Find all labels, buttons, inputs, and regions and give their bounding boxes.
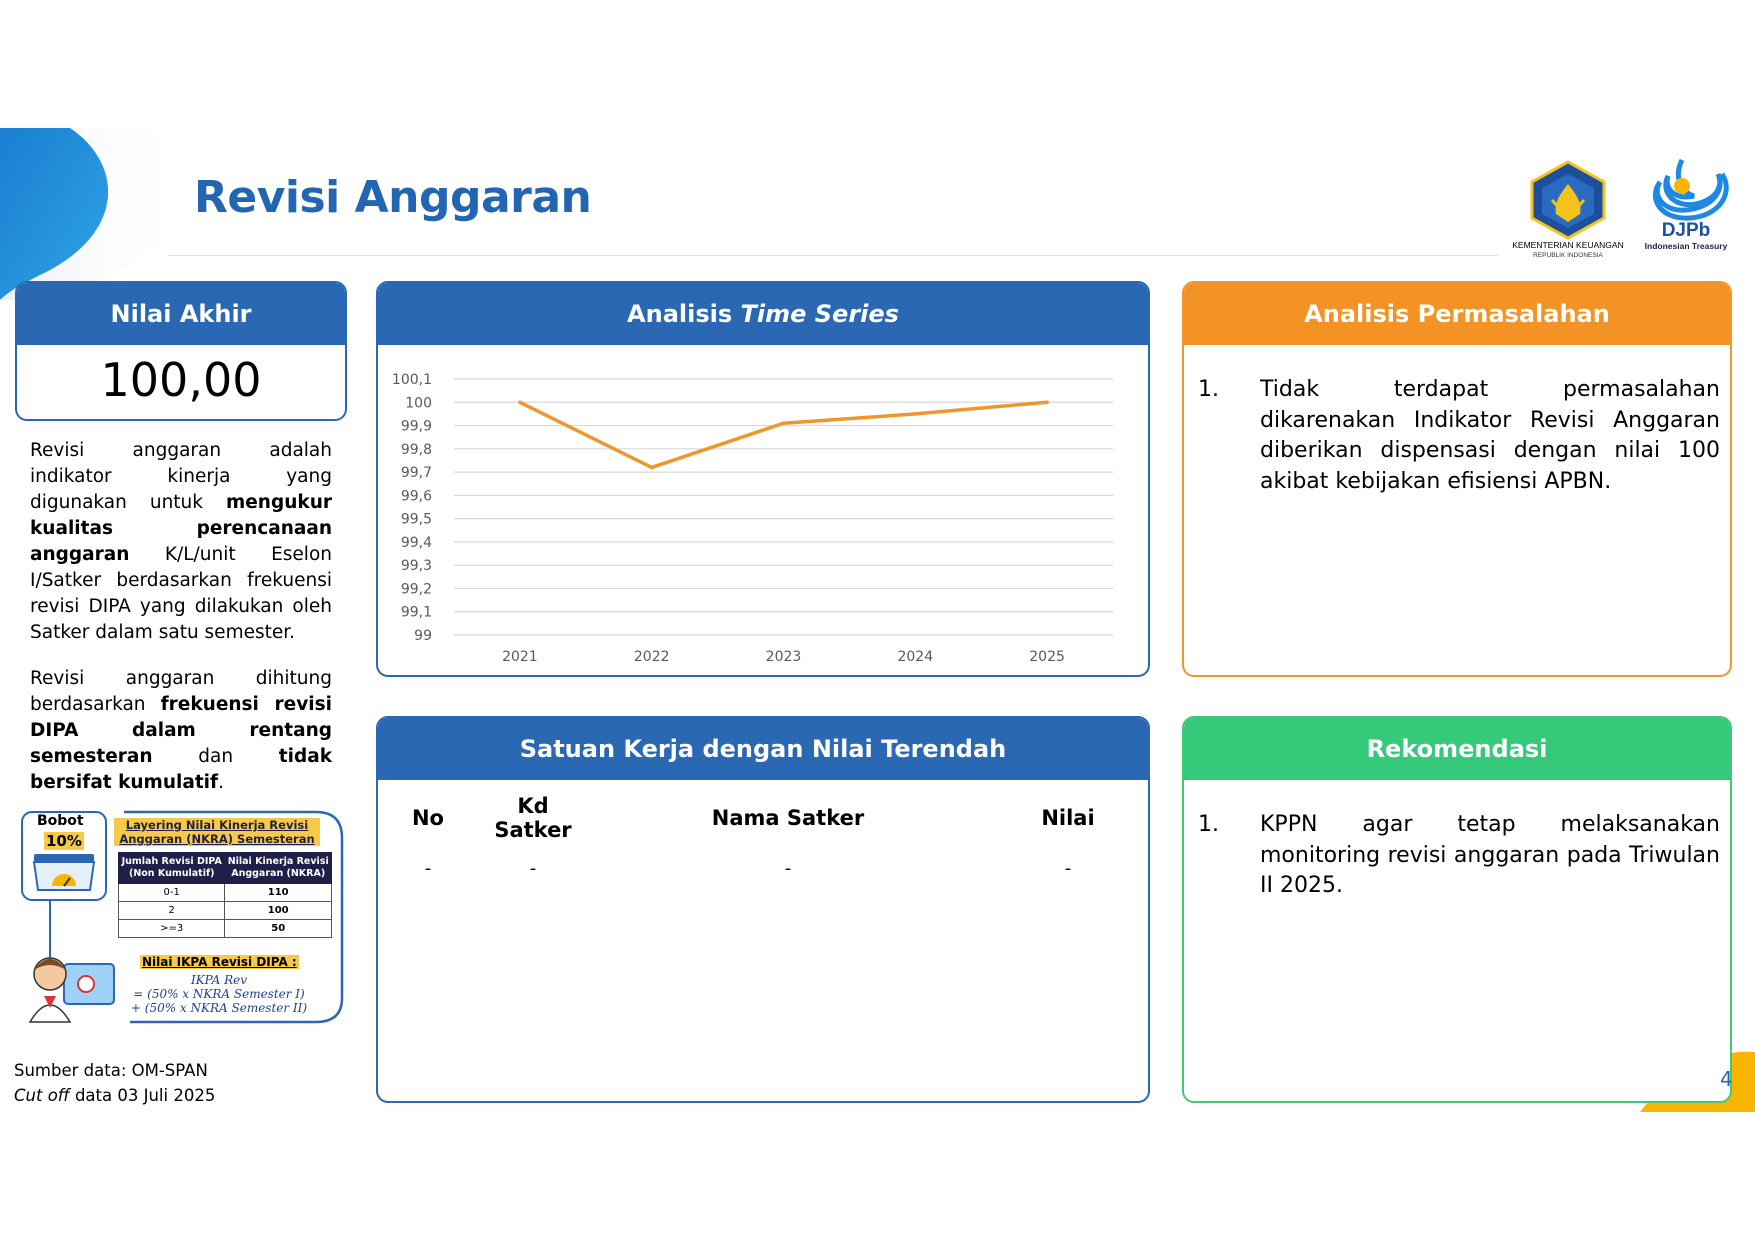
desc-bold: mengukur kualitas perencanaan anggaran bbox=[30, 492, 332, 565]
col-header-nilai: Nilai bbox=[1041, 806, 1095, 830]
formula-line: = (50% x NKRA Semester I) bbox=[133, 987, 305, 1001]
x-tick-label: 2024 bbox=[897, 649, 934, 665]
x-tick-label: 2022 bbox=[633, 649, 670, 665]
y-tick-label: 99,4 bbox=[400, 534, 432, 551]
time-series-chart bbox=[378, 283, 1148, 675]
desc-text: Revisi anggaran dihitung berdasarkan bbox=[30, 668, 332, 715]
description-paragraph-2 bbox=[30, 666, 332, 796]
djpb-logo-text: DJPb bbox=[1661, 220, 1711, 241]
col-header-nama-satker: Nama Satker bbox=[711, 806, 865, 830]
kemenkeu-logo-subtext: REPUBLIK INDONESIA bbox=[1533, 252, 1603, 259]
kemenkeu-logo-text: KEMENTERIAN KEUANGAN bbox=[1512, 240, 1624, 250]
nkra-range: 0-1 bbox=[119, 884, 225, 902]
desc-text: dan bbox=[152, 746, 279, 767]
x-tick-label: 2021 bbox=[502, 649, 538, 665]
desc-text: K/L/unit Eselon I/Satker berdasarkan frekuensi revisi DIPA yang dilakukan oleh Satker dalam satu semester. bbox=[30, 544, 332, 643]
source-text: Sumber data: OM-SPAN bbox=[14, 1061, 208, 1080]
list-text: KPPN agar tetap melaksanakan monitoring revisi anggaran pada Triwulan II 2025. bbox=[1260, 812, 1720, 898]
y-tick-label: 100 bbox=[405, 395, 432, 412]
data-point bbox=[1045, 400, 1049, 404]
description-paragraph-1 bbox=[30, 438, 332, 646]
desc-text: Revisi anggaran adalah indikator kinerja yang digunakan untuk bbox=[30, 440, 332, 513]
formula-line: + (50% x NKRA Semester II) bbox=[130, 1001, 308, 1015]
nkra-header-col2: Nilai Kinerja Revisi Anggaran (NKRA) bbox=[225, 853, 332, 884]
data-point bbox=[650, 466, 654, 470]
y-tick-label: 99,9 bbox=[400, 418, 432, 435]
nkra-range: >=3 bbox=[119, 920, 225, 938]
list-text: Tidak terdapat permasalahan dikarenakan Indikator Revisi Anggaran diberikan dispensasi dengan nilai 100 akibat kebijakan efisiensi APBN. bbox=[1260, 377, 1720, 494]
layering-title: Layering Nilai Kinerja Revisi Anggaran (NKRA) Semesteran bbox=[114, 818, 320, 846]
cutoff-text: data 03 Juli 2025 bbox=[69, 1086, 216, 1105]
y-tick-label: 99,1 bbox=[400, 604, 432, 621]
cell-nilai: - bbox=[1064, 858, 1072, 879]
satker-table bbox=[378, 788, 1148, 889]
data-point bbox=[782, 421, 786, 425]
table-row bbox=[119, 920, 332, 938]
formula-line: IKPA Rev bbox=[190, 973, 248, 987]
djpb-logo-subtext: Indonesian Treasury bbox=[1644, 241, 1728, 251]
page-title: Revisi Anggaran bbox=[194, 172, 592, 223]
data-point bbox=[914, 412, 918, 416]
nilai-akhir-card bbox=[15, 281, 347, 421]
col-header-kd-satker: Kd Satker bbox=[494, 794, 572, 842]
cell-kd-satker: - bbox=[529, 858, 537, 879]
series-line bbox=[520, 402, 1047, 467]
nkra-value: 50 bbox=[225, 920, 332, 938]
page-number: 4 bbox=[1720, 1067, 1733, 1091]
person-icon bbox=[30, 958, 114, 1022]
y-tick-label: 99,7 bbox=[400, 465, 432, 482]
djpb-logo bbox=[1630, 152, 1740, 256]
table-row bbox=[119, 884, 332, 902]
y-tick-label: 99,5 bbox=[400, 511, 432, 528]
x-tick-label: 2023 bbox=[765, 649, 802, 665]
permasalahan-card bbox=[1182, 281, 1732, 677]
y-tick-label: 99,6 bbox=[400, 488, 432, 505]
table-row bbox=[378, 848, 1148, 889]
nilai-akhir-value: 100,00 bbox=[100, 353, 262, 407]
scale-icon bbox=[34, 854, 94, 890]
cutoff-italic: Cut off bbox=[14, 1086, 70, 1105]
permasalahan-title: Analisis Permasalahan bbox=[1184, 283, 1730, 345]
nkra-header-col1: Jumlah Revisi DIPA (Non Kumulatif) bbox=[119, 853, 225, 884]
table-row bbox=[119, 902, 332, 920]
y-tick-label: 99,2 bbox=[400, 581, 432, 598]
nkra-value: 100 bbox=[225, 902, 332, 920]
kemenkeu-logo bbox=[1508, 160, 1628, 260]
data-point bbox=[518, 400, 522, 404]
nkra-range: 2 bbox=[119, 902, 225, 920]
col-header-no: No bbox=[411, 806, 444, 830]
time-series-card bbox=[376, 281, 1150, 677]
list-number: 1. bbox=[1198, 812, 1219, 837]
desc-bold: tidak bersifat kumulatif bbox=[30, 746, 332, 793]
nilai-akhir-title: Nilai Akhir bbox=[17, 283, 345, 345]
data-source bbox=[14, 1058, 215, 1108]
x-tick-label: 2025 bbox=[1029, 649, 1065, 665]
desc-text: . bbox=[218, 772, 224, 793]
desc-bold: frekuensi revisi DIPA dalam rentang semesteran bbox=[30, 694, 332, 767]
time-series-title-italic: Time Series bbox=[740, 300, 899, 328]
ikpa-title: Nilai IKPA Revisi DIPA : bbox=[142, 955, 297, 969]
bobot-value: 10% bbox=[46, 832, 82, 850]
cell-nama-satker: - bbox=[784, 858, 792, 879]
satker-card bbox=[376, 716, 1150, 1103]
y-tick-label: 99,3 bbox=[400, 558, 432, 575]
cell-no: - bbox=[424, 858, 432, 879]
rekomendasi-title: Rekomendasi bbox=[1184, 718, 1730, 780]
header-divider bbox=[168, 255, 1498, 256]
y-tick-label: 99,8 bbox=[400, 441, 432, 458]
ikpa-formula bbox=[110, 973, 328, 1015]
y-tick-label: 100,1 bbox=[391, 372, 432, 388]
satker-title: Satuan Kerja dengan Nilai Terendah bbox=[378, 718, 1148, 780]
y-tick-label: 99 bbox=[414, 628, 432, 644]
nkra-value: 110 bbox=[225, 884, 332, 902]
time-series-title-text: Analisis bbox=[627, 300, 733, 328]
nkra-table bbox=[118, 852, 332, 938]
list-number: 1. bbox=[1198, 377, 1219, 402]
rekomendasi-card bbox=[1182, 716, 1732, 1103]
bobot-label: Bobot bbox=[37, 813, 84, 829]
